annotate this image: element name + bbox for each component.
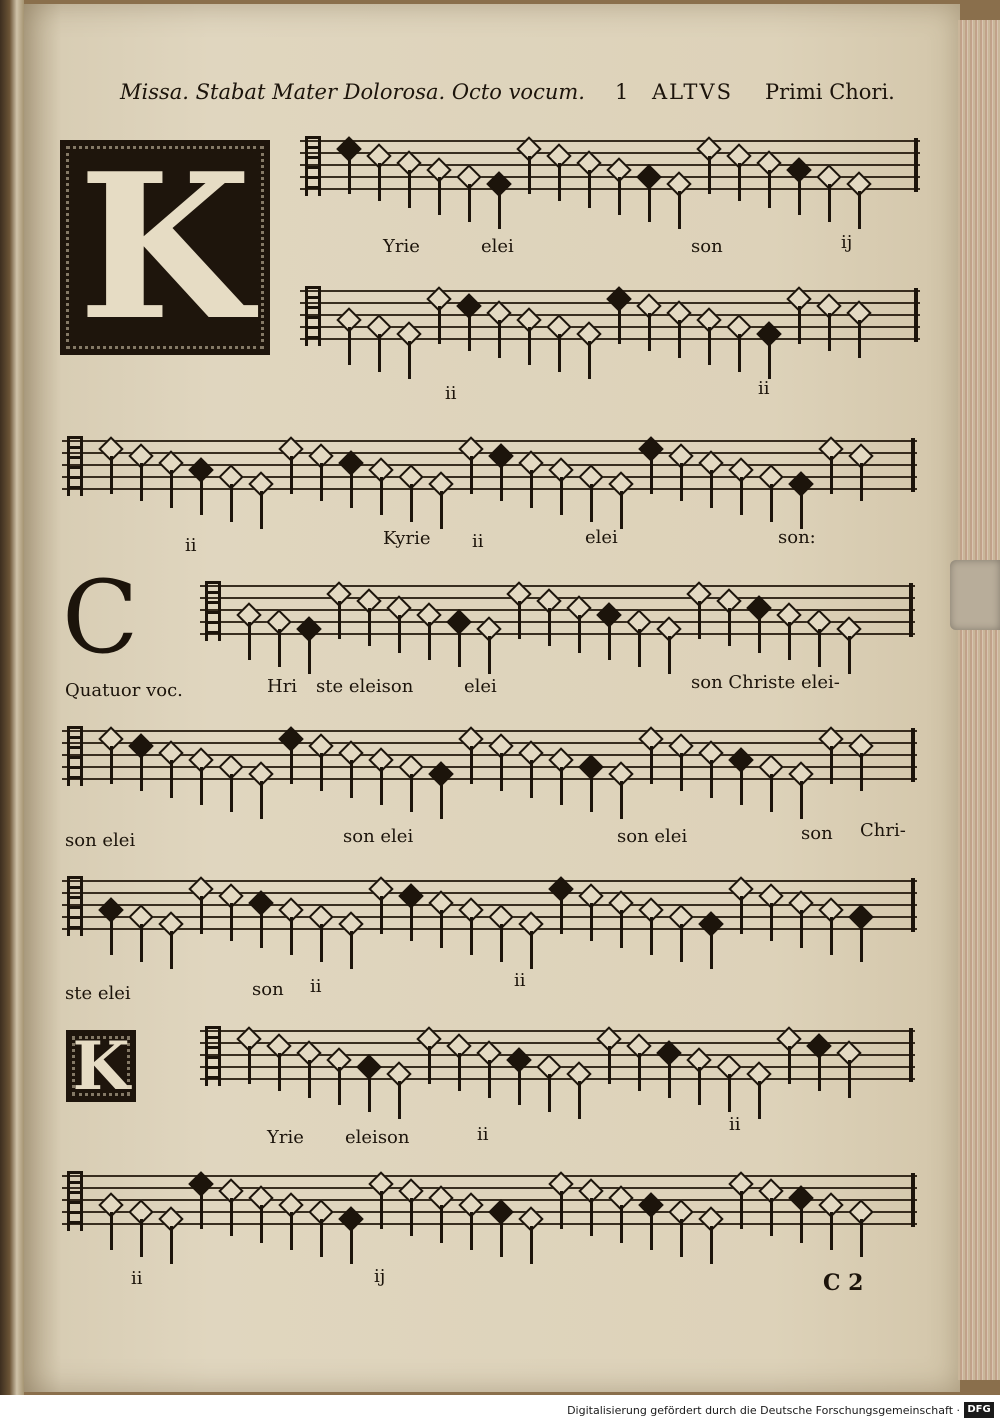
note-stem <box>440 781 443 819</box>
note-stem <box>140 924 143 962</box>
note-stem <box>518 601 521 639</box>
lyric: ii <box>477 1124 489 1145</box>
folio-number: 1 <box>615 80 629 104</box>
note-stem <box>788 622 791 660</box>
note-stem <box>858 320 861 358</box>
note-stem <box>680 753 683 791</box>
lyric: son <box>691 236 723 257</box>
lyric: ii <box>729 1114 741 1135</box>
note-stem <box>200 896 203 934</box>
barline <box>911 878 915 932</box>
note-stem <box>290 1212 293 1250</box>
lyric: son elei <box>343 826 414 847</box>
lyric: son <box>252 979 284 1000</box>
lyric: eleison <box>345 1127 410 1148</box>
note-stem <box>470 917 473 955</box>
note-stem <box>200 767 203 805</box>
note-stem <box>308 1060 311 1098</box>
note-stem <box>558 334 561 372</box>
note-stem <box>620 491 623 529</box>
note-stem <box>578 615 581 653</box>
note-stem <box>230 903 233 941</box>
note-stem <box>230 1198 233 1236</box>
note-stem <box>818 629 821 667</box>
clef-icon <box>205 581 221 641</box>
note-stem <box>308 636 311 674</box>
clef-icon <box>67 1171 83 1231</box>
note-stem <box>320 753 323 791</box>
note-stem <box>170 760 173 798</box>
note-stem <box>278 629 281 667</box>
note-stem <box>230 774 233 812</box>
note-stem <box>728 608 731 646</box>
note-stem <box>800 781 803 819</box>
note-stem <box>348 327 351 365</box>
lyric: ii <box>514 970 526 991</box>
note-stem <box>830 746 833 784</box>
note-stem <box>350 931 353 969</box>
note-stem <box>608 1046 611 1084</box>
lyric: son: <box>778 527 816 548</box>
note-stem <box>830 1212 833 1250</box>
note-stem <box>620 781 623 819</box>
lyric: ii <box>185 535 197 556</box>
note-stem <box>560 767 563 805</box>
note-stem <box>608 622 611 660</box>
note-stem <box>710 931 713 969</box>
note-stem <box>428 622 431 660</box>
note-stem <box>738 163 741 201</box>
clef-icon <box>305 286 321 346</box>
lyric: ste elei <box>65 983 131 1004</box>
note-stem <box>470 456 473 494</box>
note-stem <box>590 774 593 812</box>
dfg-logo-icon: DFG <box>964 1402 994 1418</box>
note-stem <box>620 910 623 948</box>
note-stem <box>380 477 383 515</box>
note-stem <box>260 1205 263 1243</box>
note-stem <box>140 1219 143 1257</box>
note-stem <box>248 1046 251 1084</box>
note-stem <box>530 1226 533 1264</box>
note-stem <box>458 629 461 667</box>
note-stem <box>620 1205 623 1243</box>
note-stem <box>170 1226 173 1264</box>
note-stem <box>140 753 143 791</box>
lyric: Hri <box>267 676 298 697</box>
note-stem <box>590 903 593 941</box>
note-stem <box>668 636 671 674</box>
note-stem <box>278 1053 281 1091</box>
note-stem <box>708 327 711 365</box>
note-stem <box>638 1053 641 1091</box>
clef-icon <box>205 1026 221 1086</box>
note-stem <box>680 924 683 962</box>
note-stem <box>500 1219 503 1257</box>
note-stem <box>380 767 383 805</box>
note-stem <box>668 1060 671 1098</box>
note-stem <box>410 1198 413 1236</box>
note-stem <box>500 753 503 791</box>
note-stem <box>488 636 491 674</box>
note-stem <box>758 1081 761 1119</box>
note-stem <box>830 917 833 955</box>
mass-title: Missa. Stabat Mater Dolorosa. Octo vocum. <box>120 80 585 104</box>
note-stem <box>548 608 551 646</box>
note-stem <box>470 746 473 784</box>
note-stem <box>260 781 263 819</box>
note-stem <box>170 470 173 508</box>
barline <box>911 1173 915 1227</box>
note-stem <box>710 1226 713 1264</box>
note-stem <box>518 1067 521 1105</box>
note-stem <box>530 470 533 508</box>
lyric: ii <box>310 976 322 997</box>
note-stem <box>230 484 233 522</box>
lyric: son elei <box>617 826 688 847</box>
barline <box>914 288 918 342</box>
note-stem <box>428 1046 431 1084</box>
clef-icon <box>67 436 83 496</box>
initial-k-ornamented: K <box>60 140 270 355</box>
note-stem <box>708 156 711 194</box>
lyric: Yrie <box>383 236 420 257</box>
note-stem <box>398 1081 401 1119</box>
lyric: elei <box>585 527 618 548</box>
note-stem <box>860 924 863 962</box>
lyric: ii <box>445 383 457 404</box>
lyric: ii <box>131 1268 143 1289</box>
note-stem <box>560 896 563 934</box>
note-stem <box>200 477 203 515</box>
note-stem <box>588 341 591 379</box>
note-stem <box>260 910 263 948</box>
clef-icon <box>305 136 321 196</box>
note-stem <box>738 334 741 372</box>
note-stem <box>740 767 743 805</box>
note-stem <box>110 456 113 494</box>
note-stem <box>740 477 743 515</box>
note-stem <box>368 1074 371 1112</box>
note-stem <box>650 746 653 784</box>
initial-c: C <box>62 559 139 676</box>
digitization-credit: Digitalisierung gefördert durch die Deutsche Forschungsgemeinschaft · <box>567 1404 960 1417</box>
signature-mark: C 2 <box>823 1270 864 1296</box>
note-stem <box>530 931 533 969</box>
clip-tab <box>950 560 1000 630</box>
note-stem <box>828 313 831 351</box>
note-stem <box>558 163 561 201</box>
barline <box>914 138 918 192</box>
note-stem <box>798 306 801 344</box>
note-stem <box>488 1060 491 1098</box>
note-stem <box>350 1226 353 1264</box>
note-stem <box>248 622 251 660</box>
note-stem <box>650 917 653 955</box>
note-stem <box>678 191 681 229</box>
note-stem <box>858 191 861 229</box>
note-stem <box>200 1191 203 1229</box>
lyric: ii <box>758 378 770 399</box>
note-stem <box>260 491 263 529</box>
note-stem <box>110 917 113 955</box>
note-stem <box>438 306 441 344</box>
note-stem <box>410 903 413 941</box>
note-stem <box>408 170 411 208</box>
note-stem <box>500 924 503 962</box>
note-stem <box>320 1219 323 1257</box>
note-stem <box>650 1212 653 1250</box>
note-stem <box>498 191 501 229</box>
lyric: ii <box>472 531 484 552</box>
note-stem <box>818 1053 821 1091</box>
note-stem <box>590 484 593 522</box>
choir-label: Primi Chori. <box>765 80 895 104</box>
note-stem <box>728 1074 731 1112</box>
note-stem <box>800 910 803 948</box>
note-stem <box>560 477 563 515</box>
note-stem <box>110 746 113 784</box>
note-stem <box>740 896 743 934</box>
note-stem <box>380 896 383 934</box>
note-stem <box>860 463 863 501</box>
note-stem <box>680 1219 683 1257</box>
note-stem <box>498 320 501 358</box>
note-stem <box>618 306 621 344</box>
note-stem <box>378 334 381 372</box>
lyric: son Christe elei- <box>691 672 840 693</box>
note-stem <box>410 484 413 522</box>
note-stem <box>828 184 831 222</box>
note-stem <box>290 456 293 494</box>
note-stem <box>378 163 381 201</box>
note-stem <box>560 1191 563 1229</box>
note-stem <box>110 1212 113 1250</box>
note-stem <box>710 760 713 798</box>
note-stem <box>350 760 353 798</box>
note-stem <box>698 1067 701 1105</box>
note-stem <box>338 601 341 639</box>
note-stem <box>548 1074 551 1112</box>
note-stem <box>320 463 323 501</box>
note-stem <box>800 1205 803 1243</box>
note-stem <box>758 615 761 653</box>
lyric: Chri- <box>860 820 906 841</box>
note-stem <box>290 746 293 784</box>
barline <box>909 1028 913 1082</box>
clef-icon <box>67 876 83 936</box>
note-stem <box>470 1212 473 1250</box>
note-stem <box>440 491 443 529</box>
note-stem <box>798 177 801 215</box>
note-stem <box>678 320 681 358</box>
lyric: Yrie <box>267 1127 304 1148</box>
note-stem <box>408 341 411 379</box>
note-stem <box>398 615 401 653</box>
note-stem <box>590 1198 593 1236</box>
barline <box>911 728 915 782</box>
note-stem <box>440 1205 443 1243</box>
note-stem <box>698 601 701 639</box>
page-header <box>120 80 910 114</box>
lyric: son <box>801 823 833 844</box>
note-stem <box>680 463 683 501</box>
note-stem <box>800 491 803 529</box>
initial-k-small: K <box>66 1030 136 1102</box>
note-stem <box>410 774 413 812</box>
note-stem <box>350 470 353 508</box>
note-stem <box>770 484 773 522</box>
lyric: Kyrie <box>383 528 431 549</box>
lyric: elei <box>481 236 514 257</box>
note-stem <box>830 456 833 494</box>
note-stem <box>860 753 863 791</box>
note-stem <box>500 463 503 501</box>
left-page-edge <box>0 0 24 1395</box>
note-stem <box>290 917 293 955</box>
note-stem <box>770 903 773 941</box>
note-stem <box>638 629 641 667</box>
note-stem <box>710 470 713 508</box>
note-stem <box>458 1053 461 1091</box>
note-stem <box>438 177 441 215</box>
note-stem <box>380 1191 383 1229</box>
note-stem <box>530 760 533 798</box>
note-stem <box>768 341 771 379</box>
lyric: ij <box>374 1266 386 1287</box>
barline <box>909 583 913 637</box>
note-stem <box>770 1198 773 1236</box>
note-stem <box>860 1219 863 1257</box>
lyric: ij <box>841 232 853 253</box>
lyric: Quatuor voc. <box>65 680 183 701</box>
note-stem <box>648 313 651 351</box>
lyric: son elei <box>65 830 136 851</box>
clef-icon <box>67 726 83 786</box>
note-stem <box>578 1081 581 1119</box>
note-stem <box>788 1046 791 1084</box>
note-stem <box>740 1191 743 1229</box>
note-stem <box>528 156 531 194</box>
note-stem <box>348 156 351 194</box>
note-stem <box>848 636 851 674</box>
note-stem <box>170 931 173 969</box>
note-stem <box>648 184 651 222</box>
note-stem <box>140 463 143 501</box>
barline <box>911 438 915 492</box>
voice-part: ALTVS <box>652 80 733 104</box>
lyric: ste eleison <box>316 676 414 697</box>
note-stem <box>338 1067 341 1105</box>
lyric: elei <box>464 676 497 697</box>
note-stem <box>588 170 591 208</box>
note-stem <box>650 456 653 494</box>
note-stem <box>848 1060 851 1098</box>
note-stem <box>368 608 371 646</box>
page-edges <box>958 20 1000 1380</box>
note-stem <box>468 184 471 222</box>
note-stem <box>528 327 531 365</box>
note-stem <box>768 170 771 208</box>
note-stem <box>440 910 443 948</box>
note-stem <box>468 313 471 351</box>
note-stem <box>770 774 773 812</box>
note-stem <box>320 924 323 962</box>
note-stem <box>618 177 621 215</box>
